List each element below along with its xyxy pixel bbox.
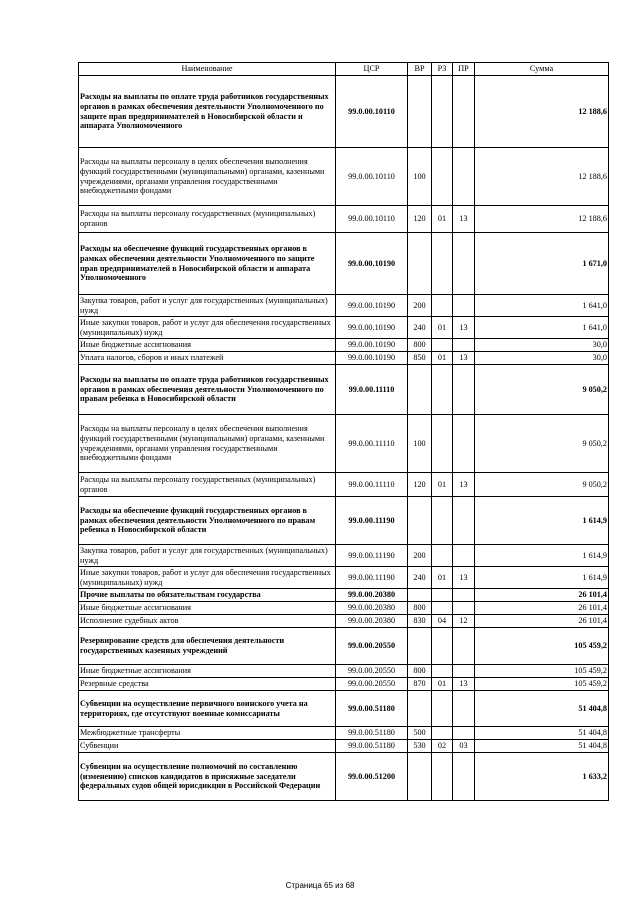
- cell-name: Расходы на выплаты персоналу государственных (муниципальных) органов: [79, 473, 336, 497]
- cell-sum: 30,0: [475, 352, 609, 365]
- table-row: [79, 567, 609, 589]
- cell-rz: [432, 76, 453, 148]
- cell-pr: 13: [453, 352, 475, 365]
- cell-csr: 99.0.00.10190: [336, 233, 408, 295]
- header-csr: ЦСР: [336, 63, 408, 76]
- cell-vr: 870: [408, 678, 432, 691]
- cell-name: Иные закупки товаров, работ и услуг для обеспечения государственных (муниципальных) нужд: [79, 567, 336, 589]
- cell-csr: 99.0.00.51180: [336, 691, 408, 727]
- header-name: Наименование: [79, 63, 336, 76]
- header-vr: ВР: [408, 63, 432, 76]
- cell-pr: 13: [453, 678, 475, 691]
- cell-name: Расходы на выплаты персоналу в целях обеспечения выполнения функций государственными (муниципальными) органами, казенными учреждениями, органами управления государственными внебюджетными фондами: [79, 415, 336, 473]
- cell-vr: 120: [408, 206, 432, 233]
- table-header-row: [79, 63, 609, 76]
- cell-sum: 1 614,9: [475, 497, 609, 545]
- cell-name: Резервирование средств для обеспечения деятельности государственных казенных учреждений: [79, 628, 336, 665]
- table-row: [79, 206, 609, 233]
- cell-sum: 51 404,8: [475, 727, 609, 740]
- cell-pr: [453, 295, 475, 317]
- cell-vr: 500: [408, 727, 432, 740]
- cell-vr: 100: [408, 415, 432, 473]
- cell-pr: [453, 365, 475, 415]
- table-row: [79, 545, 609, 567]
- cell-sum: 12 188,6: [475, 148, 609, 206]
- table-row: [79, 678, 609, 691]
- cell-name: Расходы на выплаты персоналу государственных (муниципальных) органов: [79, 206, 336, 233]
- cell-sum: 12 188,6: [475, 76, 609, 148]
- cell-name: Резервные средства: [79, 678, 336, 691]
- cell-rz: [432, 365, 453, 415]
- cell-pr: [453, 628, 475, 665]
- cell-sum: 51 404,8: [475, 740, 609, 753]
- cell-vr: 530: [408, 740, 432, 753]
- cell-rz: [432, 497, 453, 545]
- cell-vr: [408, 233, 432, 295]
- cell-rz: [432, 753, 453, 801]
- cell-vr: [408, 365, 432, 415]
- cell-rz: 01: [432, 678, 453, 691]
- cell-sum: 1 614,9: [475, 545, 609, 567]
- cell-sum: 26 101,4: [475, 589, 609, 602]
- cell-vr: 240: [408, 567, 432, 589]
- cell-csr: 99.0.00.11190: [336, 545, 408, 567]
- table-row: [79, 76, 609, 148]
- cell-name: Расходы на выплаты по оплате труда работников государственных органов в рамках обеспечения деятельности Уполномоченного по правам ребенка в Новосибирской области: [79, 365, 336, 415]
- cell-csr: 99.0.00.11190: [336, 497, 408, 545]
- cell-rz: 02: [432, 740, 453, 753]
- cell-name: Иные бюджетные ассигнования: [79, 339, 336, 352]
- table-row: [79, 352, 609, 365]
- cell-csr: 99.0.00.51180: [336, 740, 408, 753]
- table-row: [79, 740, 609, 753]
- cell-csr: 99.0.00.10110: [336, 206, 408, 233]
- cell-vr: 120: [408, 473, 432, 497]
- cell-name: Закупка товаров, работ и услуг для государственных (муниципальных) нужд: [79, 545, 336, 567]
- cell-csr: 99.0.00.20550: [336, 628, 408, 665]
- cell-sum: 105 459,2: [475, 665, 609, 678]
- cell-rz: [432, 665, 453, 678]
- cell-pr: [453, 753, 475, 801]
- cell-vr: 800: [408, 339, 432, 352]
- cell-rz: [432, 727, 453, 740]
- cell-vr: [408, 589, 432, 602]
- cell-rz: [432, 148, 453, 206]
- cell-name: Расходы на выплаты персоналу в целях обеспечения выполнения функций государственными (муниципальными) органами, казенными учреждениями, органами управления государственными внебюджетными фондами: [79, 148, 336, 206]
- cell-name: Иные бюджетные ассигнования: [79, 602, 336, 615]
- cell-sum: 51 404,8: [475, 691, 609, 727]
- cell-csr: 99.0.00.10190: [336, 317, 408, 339]
- cell-csr: 99.0.00.20550: [336, 665, 408, 678]
- table-row: [79, 665, 609, 678]
- cell-rz: 01: [432, 567, 453, 589]
- cell-rz: [432, 589, 453, 602]
- table-row: [79, 473, 609, 497]
- cell-vr: 800: [408, 602, 432, 615]
- cell-sum: 1 633,2: [475, 753, 609, 801]
- header-sum: Сумма: [475, 63, 609, 76]
- cell-pr: 12: [453, 615, 475, 628]
- cell-name: Расходы на обеспечение функций государственных органов в рамках обеспечения деятельности Уполномоченного по защите прав предпринимателей в Новосибирской области и аппарата Уполномоченного: [79, 233, 336, 295]
- cell-rz: [432, 415, 453, 473]
- cell-csr: 99.0.00.51180: [336, 727, 408, 740]
- cell-pr: [453, 148, 475, 206]
- cell-vr: 100: [408, 148, 432, 206]
- cell-vr: [408, 753, 432, 801]
- cell-rz: [432, 295, 453, 317]
- cell-sum: 9 050,2: [475, 415, 609, 473]
- cell-pr: [453, 545, 475, 567]
- cell-vr: 200: [408, 545, 432, 567]
- cell-sum: 30,0: [475, 339, 609, 352]
- cell-csr: 99.0.00.11110: [336, 365, 408, 415]
- cell-csr: 99.0.00.10110: [336, 76, 408, 148]
- cell-sum: 1 671,0: [475, 233, 609, 295]
- cell-rz: 01: [432, 352, 453, 365]
- cell-name: Субвенции: [79, 740, 336, 753]
- cell-pr: [453, 339, 475, 352]
- cell-sum: 26 101,4: [475, 615, 609, 628]
- cell-sum: 1 614,9: [475, 567, 609, 589]
- cell-csr: 99.0.00.20550: [336, 678, 408, 691]
- cell-vr: [408, 76, 432, 148]
- header-rz: РЗ: [432, 63, 453, 76]
- cell-pr: 13: [453, 473, 475, 497]
- cell-sum: 1 641,0: [475, 317, 609, 339]
- cell-csr: 99.0.00.11190: [336, 567, 408, 589]
- cell-csr: 99.0.00.10110: [336, 148, 408, 206]
- table-row: [79, 628, 609, 665]
- cell-rz: [432, 339, 453, 352]
- table-row: [79, 317, 609, 339]
- table-row: [79, 365, 609, 415]
- cell-rz: 01: [432, 206, 453, 233]
- cell-name: Иные бюджетные ассигнования: [79, 665, 336, 678]
- cell-csr: 99.0.00.51200: [336, 753, 408, 801]
- cell-sum: 9 050,2: [475, 473, 609, 497]
- cell-vr: 240: [408, 317, 432, 339]
- page-footer: Страница 65 из 68: [285, 881, 355, 890]
- cell-pr: [453, 233, 475, 295]
- budget-table: [78, 62, 609, 801]
- cell-csr: 99.0.00.10190: [336, 295, 408, 317]
- cell-name: Уплата налогов, сборов и иных платежей: [79, 352, 336, 365]
- cell-pr: [453, 589, 475, 602]
- cell-sum: 12 188,6: [475, 206, 609, 233]
- cell-name: Прочие выплаты по обязательствам государства: [79, 589, 336, 602]
- cell-vr: [408, 628, 432, 665]
- cell-rz: [432, 545, 453, 567]
- cell-name: Расходы на выплаты по оплате труда работников государственных органов в рамках обеспечения деятельности Уполномоченного по защите прав предпринимателей в Новосибирской области и аппарата Уполномоченного: [79, 76, 336, 148]
- table-body: [79, 76, 609, 801]
- table-row: [79, 602, 609, 615]
- cell-csr: 99.0.00.10190: [336, 352, 408, 365]
- cell-pr: [453, 665, 475, 678]
- table-row: [79, 753, 609, 801]
- cell-sum: 26 101,4: [475, 602, 609, 615]
- cell-csr: 99.0.00.11110: [336, 415, 408, 473]
- cell-name: Исполнение судебных актов: [79, 615, 336, 628]
- cell-sum: 105 459,2: [475, 628, 609, 665]
- cell-name: Субвенции на осуществление первичного воинского учета на территориях, где отсутствуют военные комиссариаты: [79, 691, 336, 727]
- table-row: [79, 233, 609, 295]
- header-pr: ПР: [453, 63, 475, 76]
- cell-name: Закупка товаров, работ и услуг для государственных (муниципальных) нужд: [79, 295, 336, 317]
- table-row: [79, 615, 609, 628]
- table-row: [79, 295, 609, 317]
- cell-sum: 9 050,2: [475, 365, 609, 415]
- cell-vr: [408, 691, 432, 727]
- table-row: [79, 691, 609, 727]
- cell-rz: 01: [432, 317, 453, 339]
- cell-vr: 200: [408, 295, 432, 317]
- cell-vr: 830: [408, 615, 432, 628]
- document-page: [78, 62, 608, 801]
- table-row: [79, 497, 609, 545]
- cell-pr: [453, 691, 475, 727]
- cell-pr: [453, 497, 475, 545]
- cell-rz: [432, 691, 453, 727]
- cell-csr: 99.0.00.20380: [336, 589, 408, 602]
- cell-pr: [453, 602, 475, 615]
- table-row: [79, 589, 609, 602]
- cell-name: Расходы на обеспечение функций государственных органов в рамках обеспечения деятельности Уполномоченного по правам ребенка в Новосибирской области: [79, 497, 336, 545]
- cell-vr: 850: [408, 352, 432, 365]
- cell-pr: 13: [453, 567, 475, 589]
- table-row: [79, 415, 609, 473]
- table-row: [79, 148, 609, 206]
- cell-name: Иные закупки товаров, работ и услуг для обеспечения государственных (муниципальных) нужд: [79, 317, 336, 339]
- table-row: [79, 339, 609, 352]
- table-row: [79, 727, 609, 740]
- cell-csr: 99.0.00.11110: [336, 473, 408, 497]
- cell-vr: 800: [408, 665, 432, 678]
- cell-rz: [432, 628, 453, 665]
- cell-rz: [432, 602, 453, 615]
- cell-rz: 04: [432, 615, 453, 628]
- cell-pr: [453, 76, 475, 148]
- cell-rz: [432, 233, 453, 295]
- cell-name: Межбюджетные трансферты: [79, 727, 336, 740]
- cell-sum: 1 641,0: [475, 295, 609, 317]
- cell-pr: 03: [453, 740, 475, 753]
- cell-pr: [453, 727, 475, 740]
- cell-pr: 13: [453, 206, 475, 233]
- cell-csr: 99.0.00.10190: [336, 339, 408, 352]
- cell-vr: [408, 497, 432, 545]
- cell-pr: [453, 415, 475, 473]
- cell-rz: 01: [432, 473, 453, 497]
- cell-csr: 99.0.00.20380: [336, 615, 408, 628]
- cell-name: Субвенции на осуществление полномочий по составлению (изменению) списков кандидатов в присяжные заседатели федеральных судов общей юрисдикции в Российской Федерации: [79, 753, 336, 801]
- cell-sum: 105 459,2: [475, 678, 609, 691]
- cell-csr: 99.0.00.20380: [336, 602, 408, 615]
- cell-pr: 13: [453, 317, 475, 339]
